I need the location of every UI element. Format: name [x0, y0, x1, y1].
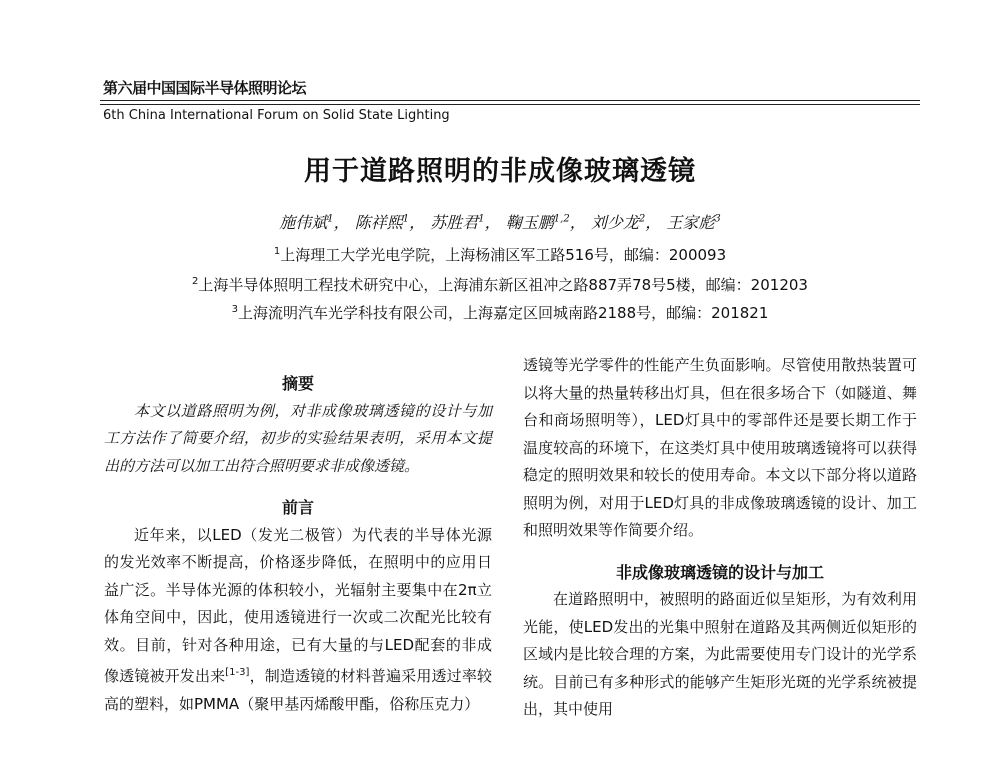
- affiliation-text: 上海流明汽车光学科技有限公司，上海嘉定区回城南路2188号，邮编：201821: [237, 304, 769, 322]
- citation: [1-3]: [225, 667, 250, 678]
- author-separator: ，: [333, 213, 350, 232]
- header-rule-top: [100, 100, 920, 101]
- author-separator: ，: [645, 213, 662, 232]
- author-name: 施伟斌: [279, 213, 328, 232]
- intro-text: 近年来，以LED（发光二极管）为代表的半导体光源的发光效率不断提高，价格逐步降低，在照明中的应用日益广泛。半导体光源的体积较小，光辐射主要集中在2π立体角空间中，因此，使用透镜进行一次或二次配光比较有效。目前，针对各种用途，已有大量的与LED配套的非成像透镜被开发出来: [104, 525, 492, 685]
- author-name: 苏胜君: [430, 213, 479, 232]
- affiliation-mark: 3: [231, 304, 238, 315]
- affiliation-1: [0, 244, 1000, 265]
- author-name: 刘少龙: [590, 213, 639, 232]
- abstract-text: 本文以道路照明为例，对非成像玻璃透镜的设计与加工方法作了简要介绍，初步的实验结果表明，采用本文提出的方法可以加工出符合照明要求非成像透镜。: [104, 401, 492, 475]
- design-section-heading: 非成像玻璃透镜的设计与加工: [615, 562, 824, 582]
- intro-heading: 前言: [281, 498, 314, 517]
- author-affil-mark: 1: [402, 213, 410, 225]
- author-name: 王家彪: [666, 213, 715, 232]
- author-list: [0, 210, 1000, 233]
- left-column: [104, 352, 492, 718]
- author-separator: ，: [569, 213, 586, 232]
- paper-title: 用于道路照明的非成像玻璃透镜: [304, 156, 696, 187]
- right-column: [523, 352, 917, 724]
- affiliation-3: [0, 302, 1000, 323]
- continued-paragraph: 透镜等光学零件的性能产生负面影响。尽管使用散热装置可以将大量的热量转移出灯具，但在很多场合下（如隧道、舞台和商场照明等），LED灯具中的零部件还是要长期工作于温度较高的环境下，在这类灯具中使用玻璃透镜将可以获得稳定的照明效果和较长的使用寿命。本文以下部分将以道路照明为例，对用于LED灯具的非成像玻璃透镜的设计、加工和照明效果等作简要介绍。: [523, 356, 917, 539]
- conference-name-cn: 第六届中国国际半导体照明论坛: [103, 79, 307, 97]
- affiliation-2: [0, 274, 1000, 295]
- author-affil-mark: 1: [478, 213, 485, 225]
- author-affil-mark: 2: [638, 213, 646, 225]
- author-affil-mark: 1: [327, 213, 334, 225]
- affiliation-text: 上海半导体照明工程技术研究中心，上海浦东新区祖冲之路887弄78号5楼，邮编：201203: [198, 276, 808, 294]
- author-affil-mark: 3: [714, 213, 721, 225]
- abstract-heading: 摘要: [281, 374, 314, 393]
- author-name: 陈祥熙: [354, 213, 403, 232]
- author-separator: ，: [409, 213, 426, 232]
- affiliation-text: 上海理工大学光电学院，上海杨浦区军工路516号，邮编：200093: [280, 246, 727, 264]
- affiliation-mark: 2: [192, 276, 199, 287]
- header-rule-bottom: [100, 104, 920, 105]
- conference-name-en: 6th China International Forum on Solid State Lighting: [103, 108, 450, 123]
- intro-text-continued: ，制造透镜的材料普遍采用透过率较高的塑料，如PMMA（聚甲基丙烯酸甲酯，俗称压克力）: [104, 667, 492, 713]
- intro-paragraph: [104, 522, 492, 719]
- author-separator: ，: [484, 213, 501, 232]
- author-affil-mark: 1,2: [553, 213, 570, 225]
- affiliation-mark: 1: [273, 246, 281, 257]
- author-name: 鞠玉鹏: [505, 213, 554, 232]
- design-section-text: 在道路照明中，被照明的路面近似呈矩形，为有效利用光能，使LED发出的光集中照射在道路及其两侧近似矩形的区域内是比较合理的方案，为此需要使用专门设计的光学系统。目前已有多种形式的能够产生矩形光斑的光学系统被提出，其中使用: [523, 590, 917, 718]
